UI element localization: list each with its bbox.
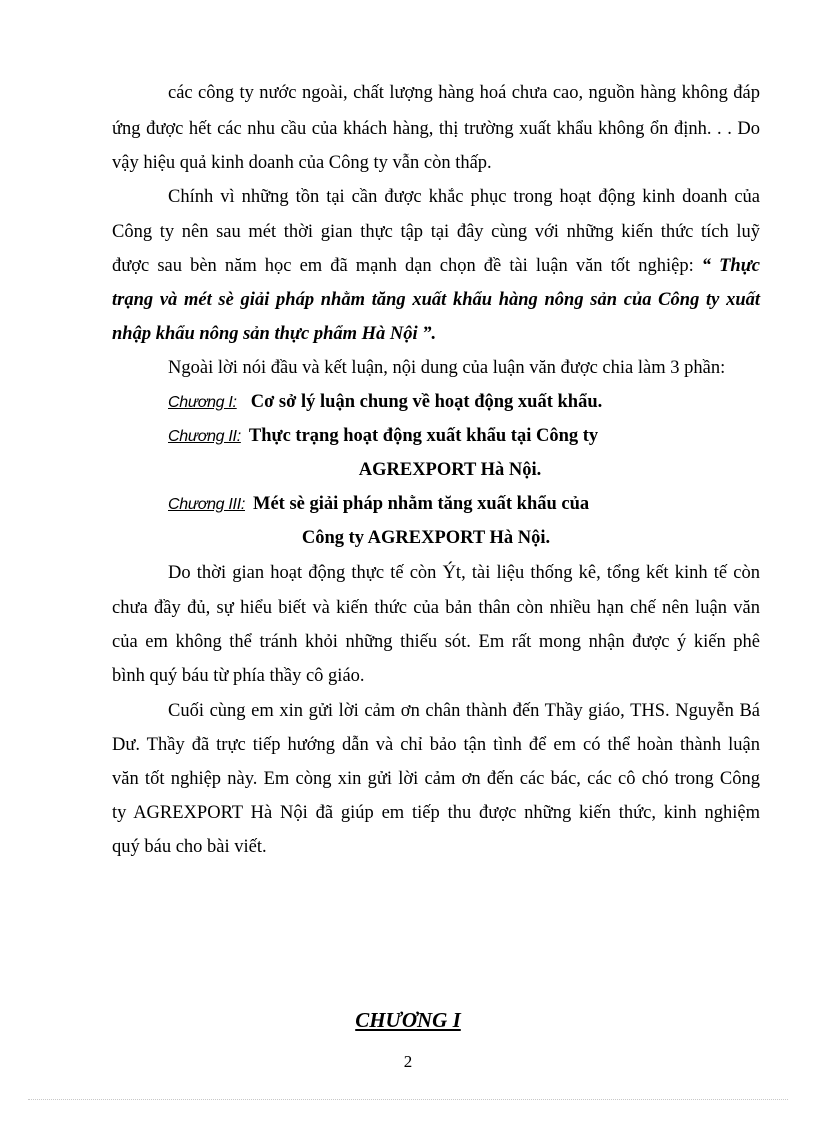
paragraph-5-line-1: Cuối cùng em xin gửi lời cảm ơn chân thành đến Thầy giáo, THS. Nguyễn Bá	[168, 701, 760, 721]
chapter-2-entry	[168, 425, 760, 448]
paragraph-5-line-5: quý báu cho bài viết.	[112, 837, 267, 857]
thesis-title-line-2: trạng và mét sè giải pháp nhằm tăng xuất khẩu hàng nông sản của Công ty xuất	[112, 290, 760, 310]
chapter-3-title-cont: Công ty AGREXPORT Hà Nội.	[301, 528, 551, 548]
thesis-title-start: “ Thực	[701, 256, 761, 276]
paragraph-4-line-3: của em không thể tránh khỏi những thiếu sót. Em rất mong nhận được ý kiến phê	[112, 632, 760, 652]
paragraph-1-line-2: ứng được hết các nhu cầu của khách hàng, thị trường xuất khẩu không ổn định. . . Do	[112, 119, 760, 139]
paragraph-2-line-3-text: được sau bèn năm học em đã mạnh dạn chọn đề tài luận văn tốt nghiệp:	[112, 256, 694, 276]
chapter-1-title: Cơ sở lý luận chung về hoạt động xuất khẩu.	[250, 392, 603, 412]
paragraph-5-line-3: văn tốt nghiệp này. Em còng xin gửi lời cảm ơn đến các bác, các cô chó trong Công	[112, 769, 760, 789]
paragraph-5-line-4: ty AGREXPORT Hà Nội đã giúp em tiếp thu được những kiến thức, kinh nghiệm	[112, 803, 760, 823]
paragraph-1-line-1: các công ty nước ngoài, chất lượng hàng hoá chưa cao, nguồn hàng không đáp	[168, 83, 760, 103]
paragraph-4-line-1: Do thời gian hoạt động thực tế còn Ýt, tài liệu thống kê, tổng kết kinh tế còn	[168, 563, 760, 583]
paragraph-4-line-4: bình quý báu từ phía thầy cô giáo.	[112, 666, 365, 686]
chapter-2-title-cont: AGREXPORT Hà Nội.	[358, 460, 542, 480]
page-bottom-divider	[28, 1099, 788, 1100]
paragraph-4-line-2: chưa đầy đủ, sự hiểu biết và kiến thức của bản thân còn nhiều hạn chế nên luận văn	[112, 598, 760, 618]
paragraph-2-line-2: Công ty nên sau mét thời gian thực tập tại đây cùng với những kiến thức tích luỹ	[112, 222, 760, 242]
page-number: 2	[403, 1052, 413, 1071]
chapter-2-title: Thực trạng hoạt động xuất khẩu tại Công ty	[248, 426, 599, 446]
thesis-title-line-3: nhập khẩu nông sản thực phẩm Hà Nội ”.	[112, 324, 437, 344]
outline-intro: Ngoài lời nói đầu và kết luận, nội dung của luận văn được chia làm 3 phần:	[168, 358, 726, 378]
chapter-3-entry	[168, 493, 760, 516]
chapter-3-title: Mét sè giải pháp nhằm tăng xuất khẩu của	[253, 494, 590, 514]
chapter-1-entry	[168, 391, 760, 414]
chapter-2-label: Chương II:	[168, 428, 241, 445]
chapter-3-label: Chương III:	[168, 496, 245, 513]
paragraph-5-line-2: Dư. Thầy đã trực tiếp hướng dẫn và chỉ bảo tận tình để em có thể hoàn thành luận	[112, 735, 760, 755]
paragraph-2-line-1: Chính vì những tồn tại cần được khắc phục trong hoạt động kinh doanh của	[168, 187, 760, 207]
chapter-1-label: Chương I:	[168, 394, 237, 411]
next-chapter-heading: CHƯƠNG I	[355, 1008, 461, 1032]
paragraph-1-line-3: vậy hiệu quả kinh doanh của Công ty vẫn còn thấp.	[112, 153, 492, 173]
paragraph-2-line-3	[112, 255, 760, 277]
